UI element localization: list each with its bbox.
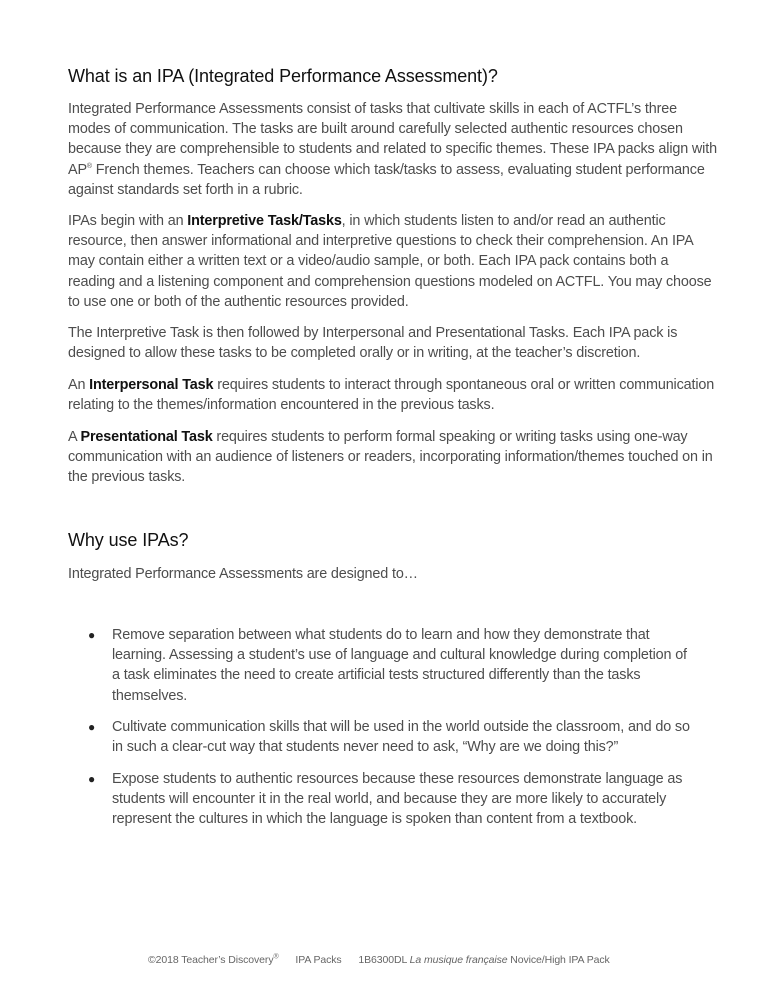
paragraph-task-sequence: The Interpretive Task is then followed by Interpersonal and Presentational Tasks. Each IPA pack is designed to allow these tasks to be completed orally or in writing, at the teacher’s discretion. [68,325,678,362]
term-presentational-task: Presentational Task [80,429,213,445]
term-interpretive-task: Interpretive Task/Tasks [187,213,342,229]
bullet-icon: ● [88,628,96,642]
page-footer [148,954,624,966]
footer-product: 1B6300DL La musique française Novice/High IPA Pack [358,954,610,966]
paragraph-interpretive-task: IPAs begin with an Interpretive Task/Tasks, in which students listen to and/or read an authentic resource, then answer informational and interpretive questions to check their comprehension. An IPA may contain either a written text or a video/audio sample, or both. Each IPA pack contains both a reading and a listening component and comprehension questions modeled on ACTFL. You may choose to use one or both of the authentic resources provided. [68,213,712,310]
section-heading-what-is-ipa: What is an IPA (Integrated Performance Assessment)? [68,66,498,86]
paragraph-interpersonal-task: An Interpersonal Task requires students to interact through spontaneous oral or written communication relating to the themes/information encountered in the previous tasks. [68,377,715,414]
footer-copyright: ©2018 Teacher’s Discovery® [148,953,279,966]
paragraph-presentational-task: A Presentational Task requires students to perform formal speaking or writing tasks using one-way communication with an audience of listeners or readers, incorporating information/themes touched on in the previous tasks. [68,429,713,486]
bullet-icon: ● [88,772,96,786]
footer-series: IPA Packs [295,954,342,966]
term-interpersonal-task: Interpersonal Task [89,377,214,393]
paragraph-ipa-definition: Integrated Performance Assessments consist of tasks that cultivate skills in each of ACTFL’s three modes of communication. The tasks are built around carefully selected authentic resources chosen because they are comprehensible to students and related to specific themes. These IPA packs align with AP® French themes. Teachers can choose which task/tasks to assess, evaluating student performance against standards set forth in a rubric. [68,101,717,198]
paragraph-why-intro: Integrated Performance Assessments are designed to… [68,566,418,582]
list-item: ● Expose students to authentic resources because these resources demonstrate language as students will encounter it in the real world, and because they are more likely to accurately represent the cultures in which the language is spoken than content from a textbook. [88,771,683,828]
list-item: ● Cultivate communication skills that will be used in the world outside the classroom, and do so in such a clear-cut way that students never need to ask, “Why are we doing this?” [88,719,690,756]
list-item: ● Remove separation between what students do to learn and how they demonstrate that learning. Assessing a student’s use of language and cultural knowledge during completion of a task eliminates the need to create artificial tests structured differently than the tasks themselves. [88,627,687,704]
bullet-icon: ● [88,720,96,734]
section-heading-why-use-ipas: Why use IPAs? [68,530,189,550]
